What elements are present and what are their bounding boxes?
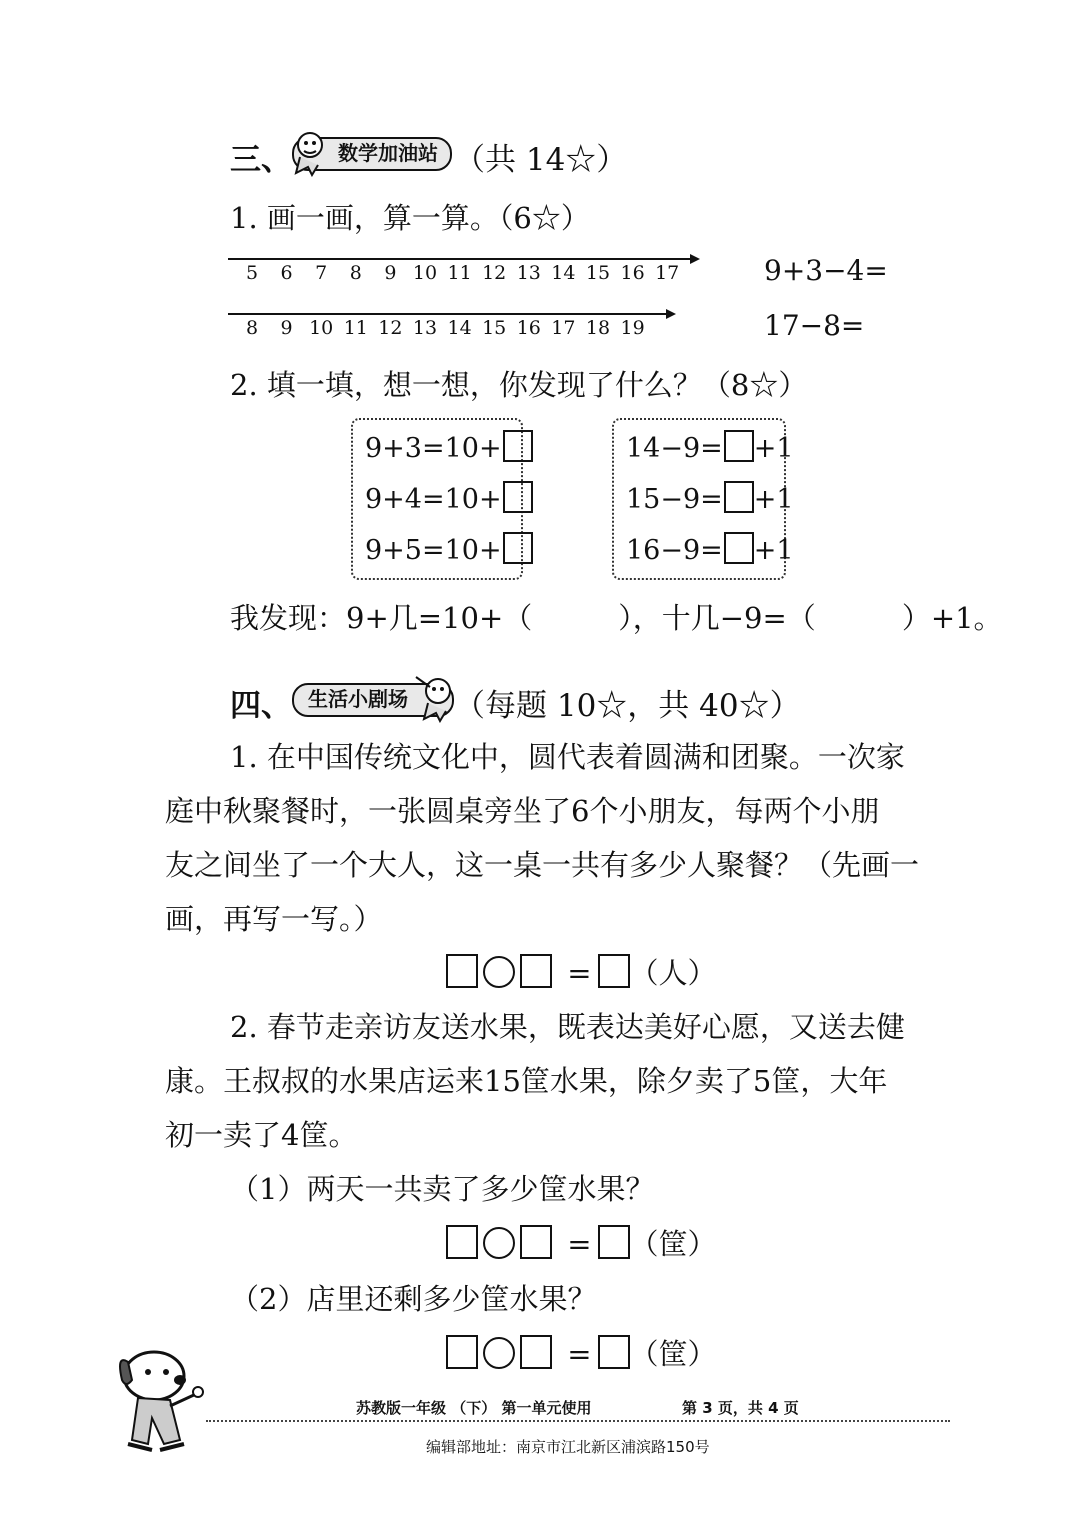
answer-box[interactable] <box>598 1335 630 1369</box>
answer-box[interactable] <box>724 430 754 462</box>
section-4-banner-text: 生活小剧场 <box>308 687 408 711</box>
number-line-tick: 18 <box>585 317 611 339</box>
q1-equation-2: 17−8= <box>764 309 865 342</box>
number-line-tick: 13 <box>516 262 541 284</box>
mascot-dog-icon <box>108 1340 208 1470</box>
mascot-icon <box>288 127 334 177</box>
q2-left-row-3: 9+5=10+ <box>365 532 533 566</box>
number-line-tick: 6 <box>280 262 293 284</box>
section-3-banner-text: 数学加油站 <box>338 141 438 165</box>
number-line-tick: 7 <box>315 262 328 284</box>
q2-right-row-3: 16−9= +1 <box>626 532 794 566</box>
number-line-tick: 14 <box>447 317 472 339</box>
section-4-banner <box>292 683 454 717</box>
number-line-tick: 17 <box>655 262 680 284</box>
problem-2-line-1: 2. 春节走亲访友送水果，既表达美好心愿，又送去健 <box>230 1010 905 1044</box>
problem-1-line-1: 1. 在中国传统文化中，圆代表着圆满和团聚。一次家 <box>230 740 905 774</box>
number-line-tick: 12 <box>482 262 507 284</box>
answer-box[interactable] <box>724 532 754 564</box>
answer-box[interactable] <box>503 532 533 564</box>
problem-1-line-4: 画，再写一写。） <box>165 902 383 936</box>
problem-1-line-2: 庭中秋聚餐时，一张圆桌旁坐了6个小朋友，每两个小朋 <box>165 794 880 828</box>
problem-2-sub-1: （1）两天一共卖了多少筐水果？ <box>230 1172 655 1206</box>
problem-2-line-2: 康。王叔叔的水果店运来15筐水果，除夕卖了5筐，大年 <box>165 1064 888 1098</box>
number-line-tick: 14 <box>551 262 576 284</box>
number-line-1 <box>228 250 708 290</box>
number-line-tick: 11 <box>343 317 368 339</box>
q2-title: 2. 填一填，想一想，你发现了什么？（8☆） <box>230 368 808 402</box>
answer-box[interactable] <box>520 1225 552 1259</box>
number-line-tick: 17 <box>551 317 576 339</box>
section-3-number: 三、 <box>230 142 292 178</box>
answer-box[interactable] <box>446 954 478 988</box>
number-line-tick: 13 <box>412 317 438 339</box>
number-line-tick: 10 <box>412 262 438 284</box>
number-line-tick: 8 <box>349 262 362 284</box>
operator-circle[interactable] <box>483 1337 515 1369</box>
number-line-tick: 10 <box>309 317 334 339</box>
answer-box[interactable] <box>503 430 533 462</box>
problem-2-formula-1: = （筐） <box>446 1222 717 1263</box>
number-line-tick: 16 <box>620 262 645 284</box>
number-line-tick: 19 <box>620 317 645 339</box>
answer-box[interactable] <box>503 481 533 513</box>
number-line-tick: 9 <box>280 317 293 339</box>
answer-box[interactable] <box>520 1335 552 1369</box>
q2-right-group <box>612 418 794 580</box>
number-line-tick: 9 <box>384 262 397 284</box>
answer-box[interactable] <box>446 1335 478 1369</box>
q2-discover-line: 我发现：9+几=10+（ ），十几−9=（ ）+1。 <box>230 601 1003 635</box>
q1-equation-1: 9+3−4= <box>764 254 888 287</box>
q1-title: 1. 画一画，算一算。（6☆） <box>230 201 590 235</box>
q2-right-row-1: 14−9= +1 <box>626 430 794 464</box>
operator-circle[interactable] <box>483 1227 515 1259</box>
q2-left-row-1: 9+3=10+ <box>365 430 533 464</box>
answer-box[interactable] <box>598 1225 630 1259</box>
problem-1-formula: = （人） <box>446 951 717 992</box>
footer-divider <box>206 1420 950 1422</box>
number-line-tick: 8 <box>245 317 259 339</box>
section-3-score: （共 14☆） <box>454 142 628 178</box>
number-line-2 <box>228 305 688 345</box>
q2-left-row-2: 9+4=10+ <box>365 481 533 515</box>
answer-box[interactable] <box>724 481 754 513</box>
number-line-tick: 15 <box>585 262 611 284</box>
problem-2-sub-2: （2）店里还剩多少筐水果？ <box>230 1282 597 1316</box>
footer-address: 编辑部地址：南京市江北新区浦滨路150号 <box>426 1438 710 1456</box>
number-line-tick: 5 <box>245 262 259 284</box>
answer-box[interactable] <box>446 1225 478 1259</box>
number-line-tick: 12 <box>378 317 403 339</box>
problem-2-line-3: 初一卖了4筐。 <box>165 1118 358 1152</box>
section-3-banner <box>292 137 452 171</box>
section-4-number: 四、 <box>230 688 292 724</box>
operator-circle[interactable] <box>483 956 515 988</box>
number-line-tick: 16 <box>516 317 541 339</box>
number-line-tick: 15 <box>482 317 507 339</box>
problem-2-formula-2: = （筐） <box>446 1332 717 1373</box>
footer-page: 第 3 页，共 4 页 <box>682 1399 799 1417</box>
answer-box[interactable] <box>598 954 630 988</box>
q2-right-row-2: 15−9= +1 <box>626 481 794 515</box>
number-line-tick: 11 <box>447 262 472 284</box>
problem-1-line-3: 友之间坐了一个大人，这一桌一共有多少人聚餐？（先画一 <box>165 848 920 882</box>
section-4-score: （每题 10☆，共 40☆） <box>454 688 801 724</box>
answer-box[interactable] <box>520 954 552 988</box>
q2-left-group <box>351 418 523 580</box>
footer-edition: 苏教版一年级 （下） 第一单元使用 <box>356 1399 592 1417</box>
